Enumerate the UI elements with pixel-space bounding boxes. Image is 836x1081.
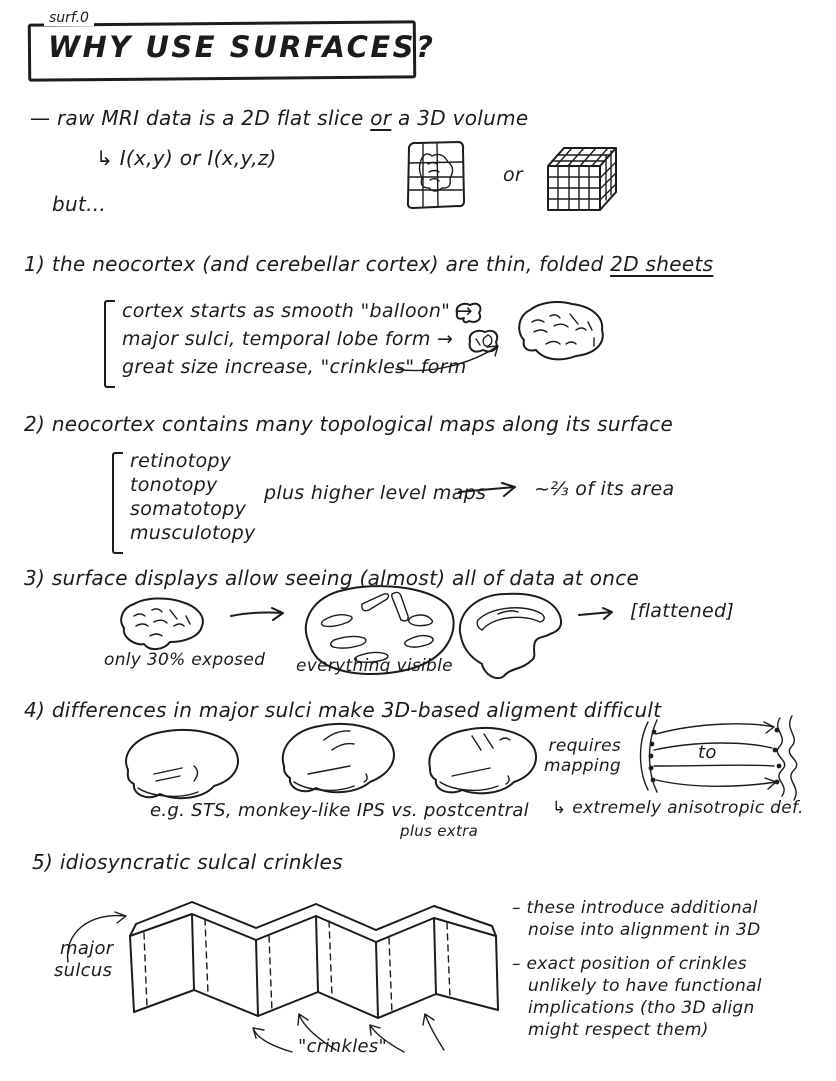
brain-outline-sketch-3	[414, 720, 554, 810]
item-4-caption-plus-extra: plus extra	[400, 822, 479, 840]
item-3-heading: 3) surface displays allow seeing (almost) all of data at once	[24, 566, 640, 590]
note-2-line-1: – exact position of crinkles	[512, 954, 747, 974]
item-1-sub-3: great size increase, "crinkles" form	[122, 356, 467, 378]
arrow-icon	[455, 478, 527, 502]
item-1-number: 1)	[24, 252, 46, 276]
mri-2d-slice-sketch	[402, 138, 468, 212]
flattened-text: [flattened]	[630, 600, 735, 622]
note-2-line-2: unlikely to have functional	[528, 976, 762, 996]
brain-outline-sketch-2	[266, 716, 416, 811]
anisotropic-mapping-sketch	[630, 714, 810, 806]
intro-line: — raw MRI data is a 2D flat slice or a 3D volume	[30, 106, 529, 130]
doc-tag: surf.0	[44, 10, 94, 26]
small-brain-sketch	[112, 594, 216, 656]
caption-everything-visible: everything visible	[296, 656, 453, 676]
underlined-or: or	[370, 106, 392, 130]
underlined-2d-sheets: 2D sheets	[610, 252, 714, 276]
item-4-caption: e.g. STS, monkey-like IPS vs. postcentral	[150, 800, 529, 821]
item-5-number: 5)	[32, 850, 54, 874]
note-2-line-3: implications (tho 3D align	[528, 998, 755, 1018]
label-crinkles: "crinkles"	[298, 1036, 388, 1057]
item-4-number: 4)	[24, 698, 46, 722]
item-2-heading: 2) neocortex contains many topological maps along its surface	[24, 412, 674, 436]
arrow-icon	[228, 604, 290, 624]
folded-brain-sketch	[510, 296, 610, 370]
item-1-heading: 1) the neocortex (and cerebellar cortex) are thin, folded 2D sheets	[24, 252, 714, 276]
mri-3d-volume-sketch	[538, 140, 626, 216]
requires-label-line2: mapping	[544, 756, 621, 776]
item-1-sub-2: major sulci, temporal lobe form →	[122, 328, 454, 350]
but-text: but...	[52, 192, 107, 216]
formula-line: ↳ I(x,y) or I(x,y,z)	[96, 146, 277, 170]
note-2-line-4: might respect them)	[528, 1020, 709, 1040]
plus-higher-level-maps: plus higher level maps	[264, 482, 487, 504]
caption-only-30-exposed: only 30% exposed	[104, 650, 266, 670]
page-title: WHY USE SURFACES?	[48, 30, 436, 64]
item-5-heading: 5) idiosyncratic sulcal crinkles	[32, 850, 343, 874]
inflated-brain-medial-sketch	[452, 584, 568, 686]
smooth-balloon-sketch	[452, 300, 486, 326]
item-4-heading: 4) differences in major sulci make 3D-based aligment difficult	[24, 698, 662, 722]
arrow-icon	[576, 604, 622, 622]
label-major-sulcus-2: sulcus	[54, 960, 113, 981]
note-1-line-1: – these introduce additional	[512, 898, 758, 918]
note-1-line-2: noise into alignment in 3D	[528, 920, 761, 940]
list-item-retinotopy: retinotopy	[130, 450, 232, 472]
area-fraction-text: ~⅔ of its area	[534, 478, 675, 500]
list-item-somatotopy: somatotopy	[130, 498, 247, 520]
curved-arrow	[392, 336, 508, 376]
or-between-sketches: or	[503, 164, 524, 186]
item-2-bracket	[112, 452, 123, 554]
mapping-to-text: to	[698, 742, 717, 763]
item-2-number: 2)	[24, 412, 46, 436]
list-item-musculotopy: musculotopy	[130, 522, 256, 544]
list-item-tonotopy: tonotopy	[130, 474, 218, 496]
requires-label-line1: requires	[548, 736, 621, 756]
anisotropic-def-text: ↳ extremely anisotropic def.	[552, 798, 804, 818]
item-3-number: 3)	[24, 566, 46, 590]
item-1-bracket	[104, 300, 115, 388]
item-1-sub-1: cortex starts as smooth "balloon" →	[122, 300, 473, 322]
label-major-sulcus: major	[60, 938, 114, 959]
